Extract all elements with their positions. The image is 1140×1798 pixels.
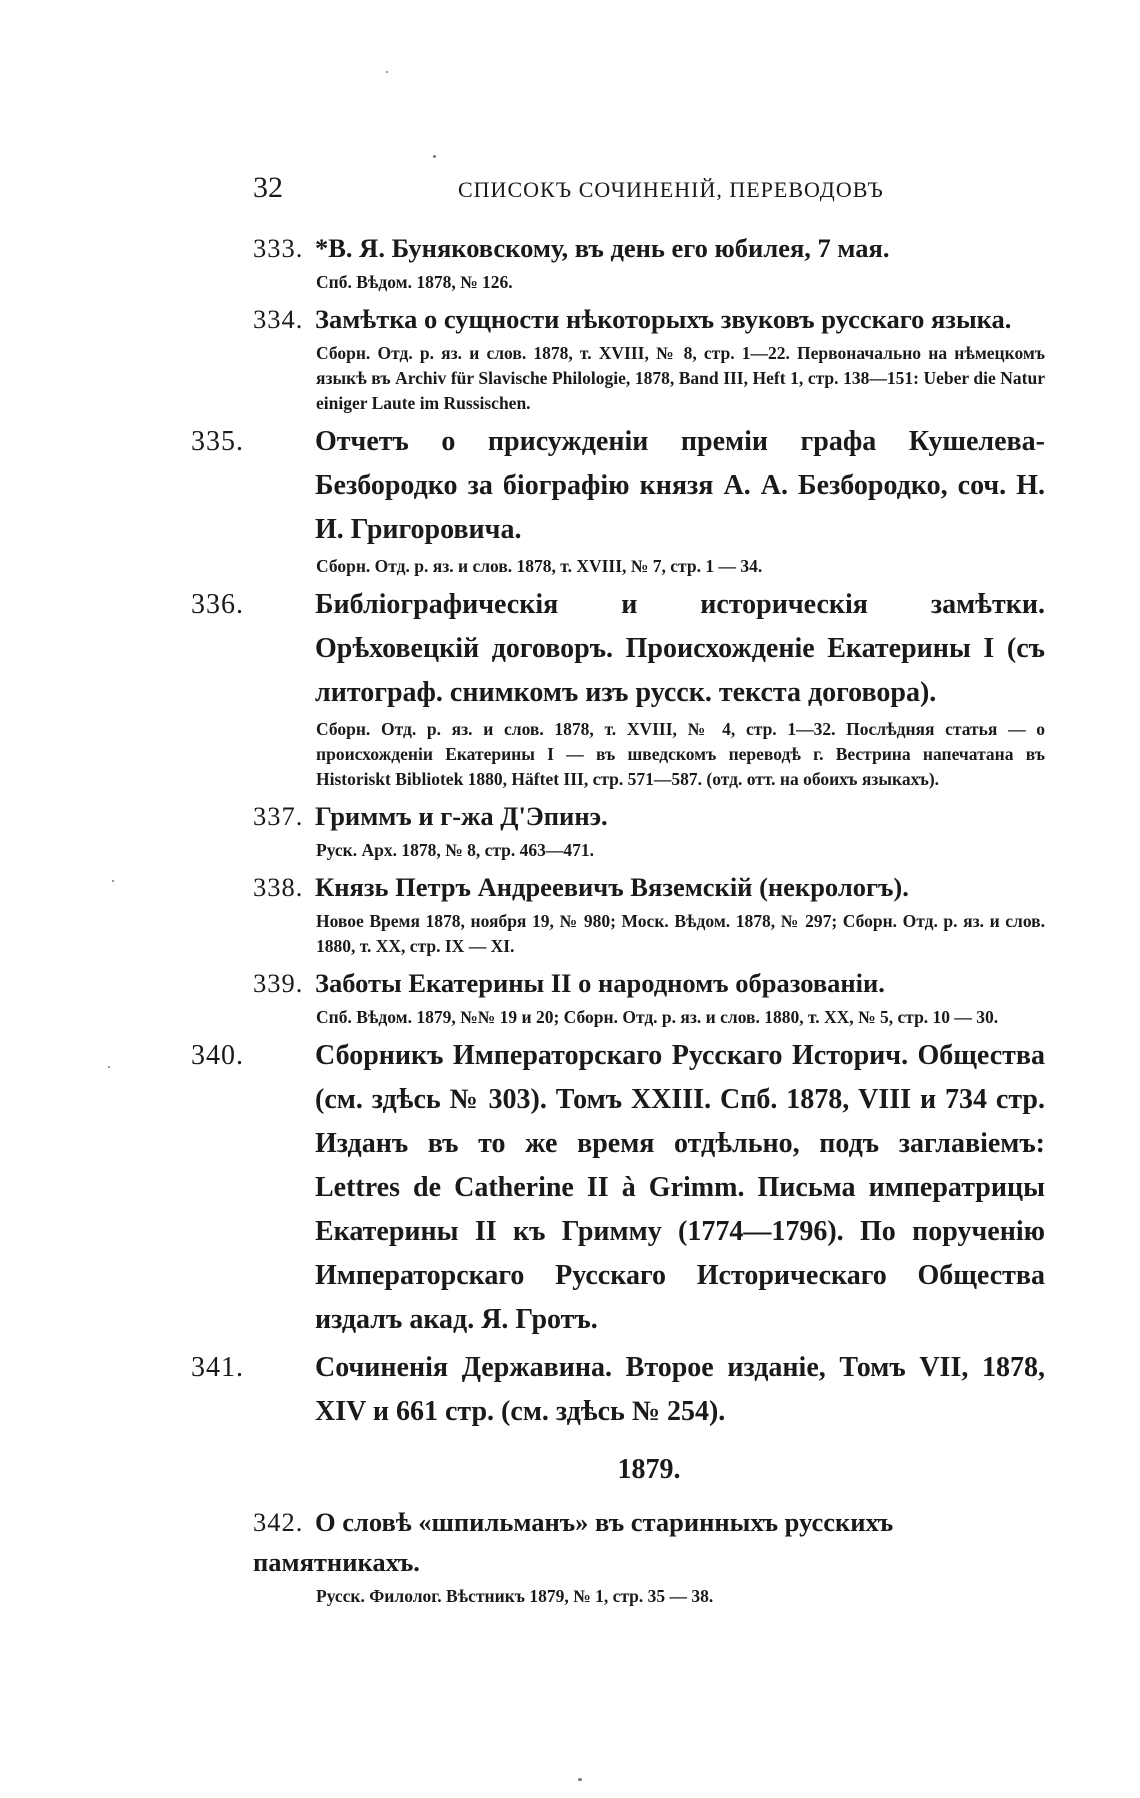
entry-number: 339.: [253, 968, 304, 998]
entry-337: [253, 796, 1045, 863]
entry-note: Сборн. Отд. р. яз. и слов. 1878, т. XVIII, № 4, стр. 1—32. Послѣдняя статья — о происхожденіи Екатерины I — въ шведскомъ переводѣ г. Вестрина напечатана въ Historiskt Bibliotek 1880, Häftet III, стр. 571—587. (отд. отт. на обоихъ языкахъ).: [316, 719, 1045, 789]
entry-title: Замѣтка о сущности нѣкоторыхъ звуковъ русскаго языка.: [315, 304, 1012, 334]
scan-speck: [433, 155, 436, 158]
entry-number: 335.: [191, 426, 244, 457]
entry-title: Гриммъ и г-жа Д'Эпинэ.: [315, 801, 608, 831]
bibliography-list: [191, 228, 1045, 1613]
entry-340: [191, 1034, 1045, 1342]
year-heading: 1879.: [617, 1454, 681, 1485]
entry-title: *В. Я. Буняковскому, въ день его юбилея, 7 мая.: [315, 233, 890, 263]
entry-note: Новое Время 1878, ноября 19, № 980; Моск. Вѣдом. 1878, № 297; Сборн. Отд. р. яз. и слов. 1880, т. XX, стр. IX — XI.: [316, 911, 1045, 956]
entry-note: Сборн. Отд. р. яз. и слов. 1878, т. XVIII, № 7, стр. 1 — 34.: [316, 556, 763, 576]
entry-335: [191, 420, 1045, 579]
entry-title: Заботы Екатерины II о народномъ образованіи.: [315, 968, 885, 998]
entry-336: [191, 583, 1045, 792]
entry-number: 337.: [253, 801, 304, 831]
scan-speck: [386, 71, 388, 73]
entry-note: Сборн. Отд. р. яз. и слов. 1878, т. XVIII, № 8, стр. 1—22. Первоначально на нѣмецкомъ языкѣ въ Archiv für Slavische Philologie, 1878, Band III, Heft 1, стр. 138—151: Ueber die Natur einiger Laute im Russischen.: [316, 343, 1045, 413]
entry-number: 334.: [253, 304, 304, 334]
entry-note: Русск. Филолог. Вѣстникъ 1879, № 1, стр. 35 — 38.: [316, 1586, 714, 1606]
scan-speck: [112, 880, 114, 882]
entry-title: О словѣ «шпильманъ» въ старинныхъ русскихъ памятникахъ.: [253, 1507, 894, 1577]
entry-title: Сочиненія Державина. Второе изданіе, Томъ VII, 1878, XIV и 661 стр. (см. здѣсь № 254).: [315, 1352, 1045, 1427]
entry-333: [253, 228, 1045, 295]
entry-number: 340.: [191, 1040, 244, 1071]
entry-note: Спб. Вѣдом. 1878, № 126.: [316, 272, 513, 292]
entry-341: [191, 1346, 1045, 1434]
entry-number: 342.: [253, 1507, 304, 1537]
entry-342: [253, 1502, 1045, 1609]
entry-334: [253, 299, 1045, 416]
entry-note: Спб. Вѣдом. 1879, №№ 19 и 20; Сборн. Отд. р. яз. и слов. 1880, т. XX, № 5, стр. 10 — 30.: [316, 1007, 999, 1027]
scan-speck: [578, 1778, 582, 1781]
entry-number: 341.: [191, 1352, 244, 1383]
entry-title: Отчетъ о присужденіи преміи графа Кушелева-Безбородко за біографію князя А. А. Безбородко, соч. Н. И. Григоровича.: [315, 426, 1045, 545]
entry-title: Князь Петръ Андреевичъ Вяземскій (некрологъ).: [315, 872, 909, 902]
entry-number: 338.: [253, 872, 304, 902]
entry-note: Руск. Арх. 1878, № 8, стр. 463—471.: [316, 840, 595, 860]
entry-338: [253, 867, 1045, 959]
running-head: СПИСОКЪ СОЧИНЕНІЙ, ПЕРЕВОДОВЪ: [458, 177, 884, 202]
entry-339: [253, 963, 1045, 1030]
entry-number: 336.: [191, 589, 244, 620]
entry-title: Сборникъ Императорскаго Русскаго Историч. Общества (см. здѣсь № 303). Томъ XXIII. Спб. 1878, VIII и 734 стр. Изданъ въ то же время отдѣльно, подъ заглавіемъ: Lettres de Catherine II à Grimm. Письма императрицы Екатерины II къ Гримму (1774—1796). По порученію Императорскаго Русскаго Историческаго Общества издалъ акад. Я. Гротъ.: [315, 1040, 1045, 1335]
entry-number: 333.: [253, 233, 304, 263]
page-header: [253, 168, 1043, 208]
scan-speck: [108, 1066, 110, 1068]
page-number: 32: [253, 171, 283, 204]
entry-title: Библіографическія и историческія замѣтки. Орѣховецкій договоръ. Происхожденіе Екатерины I (съ литограф. снимкомъ изъ русск. текста договора).: [315, 589, 1045, 708]
